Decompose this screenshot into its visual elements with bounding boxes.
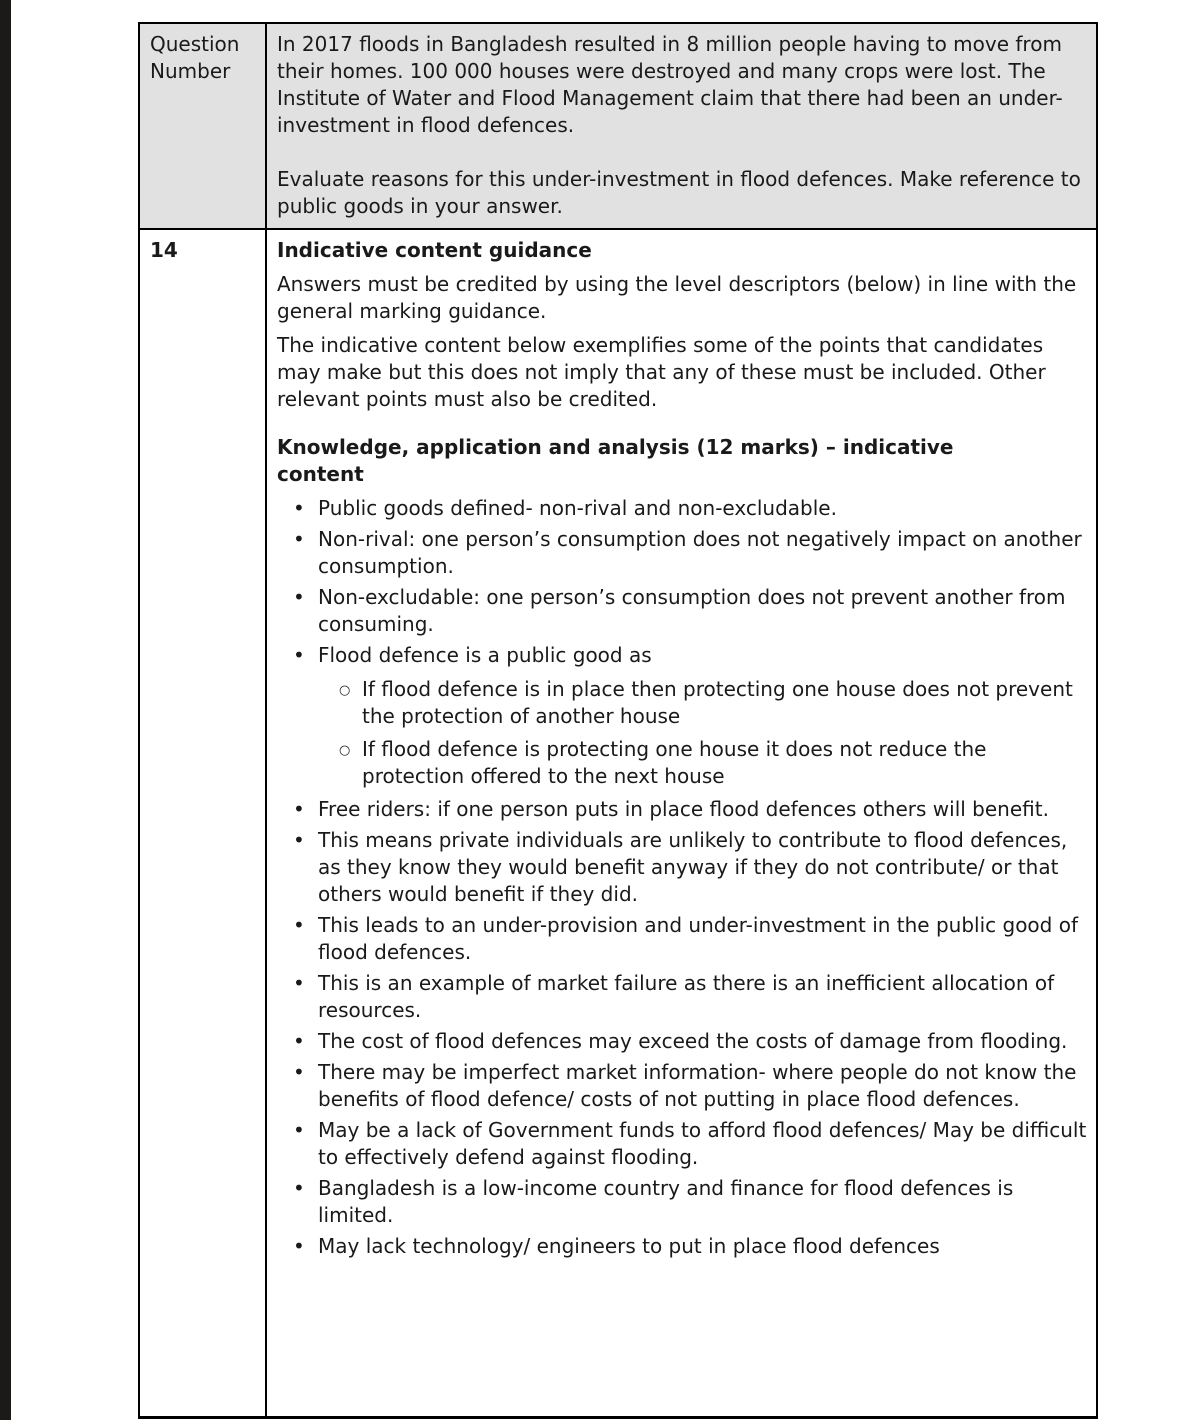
indicative-content-cell [267,230,1096,1416]
bullet-list [277,495,1088,1260]
bullet-item [277,495,1088,522]
bullet-text: This means private individuals are unlikely to contribute to flood defences, as they know they would benefit anyway if they do not contribute/ or that others would benefit if they did. [318,828,1068,906]
bullet-item [277,584,1088,638]
bullet-item [277,796,1088,823]
bullet-text: Non-excludable: one person’s consumption does not prevent another from consuming. [318,585,1066,636]
sub-bullet-item [318,736,1088,790]
bullet-text: This leads to an under-provision and under-investment in the public good of flood defences. [318,913,1078,964]
bullet-item [277,1233,1088,1260]
bullet-text: Flood defence is a public good as [318,643,652,667]
question-number-header-cell [140,24,267,228]
bullet-item [277,642,1088,790]
bullet-item [277,970,1088,1024]
guidance-paragraph-1: Answers must be credited by using the level descriptors (below) in line with the general marking guidance. [277,272,1077,323]
question-number-header-label: Question Number [150,32,240,83]
guidance-paragraph-2: The indicative content below exemplifies some of the points that candidates may make but this does not imply that any of these must be included. Other relevant points must also be credited. [277,333,1046,411]
bullet-text: Public goods defined- non-rival and non-excludable. [318,496,837,520]
bullet-item [277,1059,1088,1113]
question-task-paragraph: Evaluate reasons for this under-investment in flood defences. Make reference to public goods in your answer. [277,167,1081,218]
mark-scheme-table [138,22,1098,1419]
bullet-item [277,912,1088,966]
bullet-text: Bangladesh is a low-income country and finance for flood defences is limited. [318,1176,1014,1227]
question-number-cell [140,230,267,1416]
sub-bullet-text: If flood defence is in place then protecting one house does not prevent the protection of another house [362,677,1073,728]
bullet-text: May be a lack of Government funds to afford flood defences/ May be difficult to effectively defend against flooding. [318,1118,1087,1169]
guidance-title: Indicative content guidance [277,238,592,262]
sub-bullet-list [318,676,1088,790]
scan-edge-bar [0,0,11,1420]
bullet-text: Free riders: if one person puts in place flood defences others will benefit. [318,797,1049,821]
bullet-item [277,1175,1088,1229]
question-text-cell [267,24,1096,228]
question-row [140,24,1096,230]
bullet-item [277,827,1088,908]
bullet-item [277,1028,1088,1055]
bullet-text: Non-rival: one person’s consumption does not negatively impact on another consumption. [318,527,1082,578]
answer-row [140,230,1096,1416]
bullet-text: This is an example of market failure as there is an inefficient allocation of resources. [318,971,1055,1022]
bullet-text: May lack technology/ engineers to put in place flood defences [318,1234,940,1258]
bullet-item [277,526,1088,580]
bullet-text: There may be imperfect market information- where people do not know the benefits of flood defence/ costs of not putting in place flood defences. [318,1060,1077,1111]
section-title: Knowledge, application and analysis (12 marks) – indicative content [277,435,954,486]
sub-bullet-item [318,676,1088,730]
question-number-value: 14 [150,238,178,262]
bullet-text: The cost of flood defences may exceed the costs of damage from flooding. [318,1029,1068,1053]
bullet-item [277,1117,1088,1171]
question-intro-paragraph: In 2017 floods in Bangladesh resulted in 8 million people having to move from their homes. 100 000 houses were destroyed and many crops were lost. The Institute of Water and Flood Management claim that there had been an under-investment in flood defences. [277,32,1063,137]
sub-bullet-text: If flood defence is protecting one house it does not reduce the protection offered to the next house [362,737,987,788]
